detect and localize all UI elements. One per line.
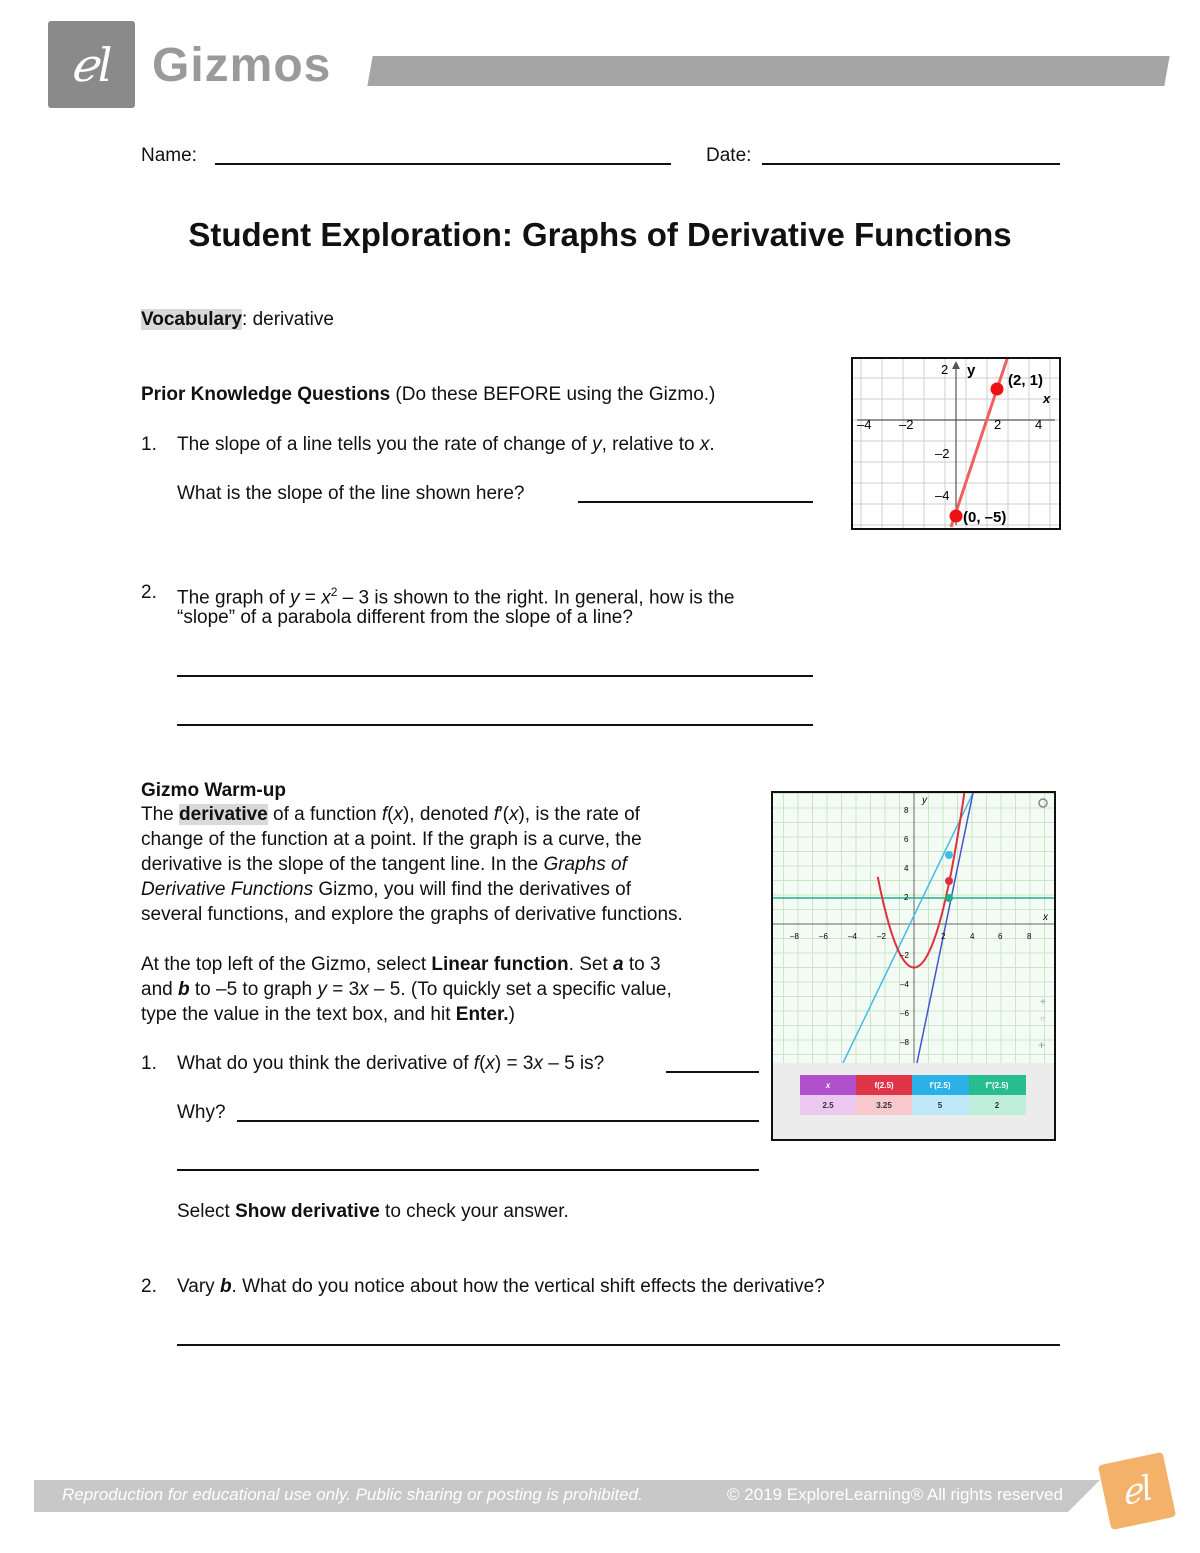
prior-q1-text: The slope of a line tells you the rate of change of y, relative to x. — [177, 434, 715, 455]
gizmo-y-label: y — [922, 795, 927, 806]
vocabulary-line — [141, 307, 334, 332]
point-label-0-neg5: (0, –5) — [963, 509, 1007, 526]
prior-q1-ask: What is the slope of the line shown here? — [177, 483, 525, 504]
tick-y-neg4: –4 — [935, 488, 950, 503]
gizmo-tick-y-neg8: –8 — [900, 1038, 909, 1047]
gizmo-graph-svg — [773, 793, 1054, 1139]
prior-q2-answer-line-1[interactable] — [177, 675, 813, 677]
table-header-fprime: f′(2.5) — [929, 1081, 951, 1090]
point-0-neg5 — [950, 510, 963, 523]
select-show-derivative-text: Select Show derivative to check your answer. — [177, 1201, 569, 1222]
gizmo-tick-x-2: 2 — [941, 932, 946, 941]
vocabulary-label: Vocabulary — [141, 309, 243, 330]
date-field[interactable] — [762, 163, 1060, 165]
prior-q1-number: 1. — [141, 434, 157, 455]
gizmo-tick-x-4: 4 — [970, 932, 975, 941]
gizmo-tick-x-8: 8 — [1027, 932, 1032, 941]
figure-gizmo-screenshot — [771, 791, 1056, 1141]
figure-line-graph — [851, 357, 1061, 530]
gizmo-tick-x-neg8: –8 — [790, 932, 799, 941]
date-label: Date: — [706, 145, 752, 166]
table-header-f: f(2.5) — [874, 1081, 894, 1090]
explorelearning-logo-icon: ℯl — [70, 37, 113, 92]
warmup-p2-line3: type the value in the text box, and hit Enter.) — [141, 1004, 515, 1025]
prior-q2-answer-line-2[interactable] — [177, 724, 813, 726]
warmup-q1-why-label: Why? — [177, 1102, 226, 1123]
page-title: Student Exploration: Graphs of Derivative Functions — [188, 216, 1012, 253]
tick-x-4: 4 — [1035, 417, 1043, 432]
y-axis-arrow-icon — [952, 361, 960, 369]
prior-knowledge-heading: Prior Knowledge Questions (Do these BEFORE using the Gizmo.) — [141, 384, 716, 405]
name-label: Name: — [141, 145, 197, 166]
header-banner-bar — [367, 56, 1169, 86]
table-header-x: x — [825, 1081, 831, 1090]
table-value-fprime: 5 — [937, 1101, 943, 1110]
name-field[interactable] — [215, 163, 671, 165]
gizmo-tick-y-neg6: –6 — [900, 1009, 909, 1018]
warmup-q1-answer-field[interactable] — [666, 1071, 759, 1073]
zoom-in-icon[interactable]: + — [1040, 997, 1046, 1008]
tick-y-neg2: –2 — [935, 446, 950, 461]
tick-y-2: 2 — [941, 362, 949, 377]
table-value-x: 2.5 — [822, 1101, 834, 1110]
prior-q2-number: 2. — [141, 582, 157, 603]
point-2-1 — [991, 383, 1004, 396]
gizmo-tick-y-neg4: –4 — [900, 980, 909, 989]
warmup-q1-text: What do you think the derivative of f(x) = 3x – 5 is? — [177, 1053, 605, 1074]
gizmo-tick-x-neg4: –4 — [848, 932, 857, 941]
gizmo-tick-y-4: 4 — [904, 864, 909, 873]
warmup-q1-number: 1. — [141, 1053, 157, 1074]
warmup-p1-line3: derivative is the slope of the tangent line. In the Graphs of — [141, 854, 627, 875]
gizmo-point-second-derivative — [945, 894, 953, 902]
warmup-p2-line2: and b to –5 to graph y = 3x – 5. (To quickly set a specific value, — [141, 979, 672, 1000]
gizmo-tick-x-neg2: –2 — [877, 932, 886, 941]
gizmo-tick-y-2: 2 — [904, 893, 909, 902]
warmup-heading: Gizmo Warm-up — [141, 780, 286, 801]
warmup-p1-line5: several functions, and explore the graphs of derivative functions. — [141, 904, 683, 925]
table-value-f: 3.25 — [876, 1101, 892, 1110]
warmup-p1-line4: Derivative Functions Gizmo, you will find the derivatives of — [141, 879, 631, 900]
footer-logo-icon: ℯl — [1098, 1452, 1176, 1530]
prior-q2-text-line2: “slope” of a parabola different from the slope of a line? — [177, 607, 633, 628]
warmup-p1-line1: The derivative of a function f(x), denoted f′(x), is the rate of — [141, 804, 640, 825]
gizmo-tick-y-8: 8 — [904, 806, 909, 815]
line-graph-x-label: x — [1043, 391, 1051, 406]
pan-icon[interactable]: + — [1038, 1038, 1046, 1052]
gizmo-tick-x-6: 6 — [998, 932, 1003, 941]
table-value-fdouble: 2 — [994, 1101, 1000, 1110]
tick-x-neg2: –2 — [899, 417, 914, 432]
zoom-reset-icon[interactable]: ○ — [1040, 1014, 1045, 1023]
gizmo-x-label: x — [1043, 912, 1048, 923]
warmup-q2-number: 2. — [141, 1276, 157, 1297]
vocabulary-terms: : derivative — [242, 309, 334, 330]
gizmo-tick-y-neg2: –2 — [900, 951, 909, 960]
gizmo-tick-y-6: 6 — [904, 835, 909, 844]
gizmo-tick-x-neg6: –6 — [819, 932, 828, 941]
point-label-2-1: (2, 1) — [1008, 372, 1044, 389]
table-header-fdouble: f″(2.5) — [985, 1081, 1009, 1090]
tick-x-2: 2 — [994, 417, 1002, 432]
warmup-q1-answer-line-2[interactable] — [177, 1169, 759, 1171]
tick-x-neg4: –4 — [857, 417, 872, 432]
line-graph-y-label: y — [967, 362, 976, 379]
brand-name: Gizmos — [152, 39, 332, 92]
footer-copyright: © 2019 ExploreLearning® All rights reserved — [727, 1485, 1063, 1504]
warmup-q2-answer-line[interactable] — [177, 1344, 1060, 1346]
footer-notice: Reproduction for educational use only. Public sharing or posting is prohibited. — [62, 1485, 643, 1504]
warmup-q1-why-field[interactable] — [237, 1120, 759, 1122]
warmup-q2-text: Vary b. What do you notice about how the vertical shift effects the derivative? — [177, 1276, 825, 1297]
warmup-p1-line2: change of the function at a point. If the graph is a curve, the — [141, 829, 642, 850]
gizmo-point-derivative — [945, 851, 953, 859]
prior-q1-answer-field[interactable] — [578, 501, 813, 503]
prior-q2-text: The graph of $y = x^2 - 3$ is shown to the right. In general, how is the — [177, 585, 735, 609]
gizmo-point-function — [945, 877, 953, 885]
line-graph-svg — [853, 359, 1059, 528]
warmup-p2-line1: At the top left of the Gizmo, select Linear function. Set a to 3 — [141, 954, 661, 975]
